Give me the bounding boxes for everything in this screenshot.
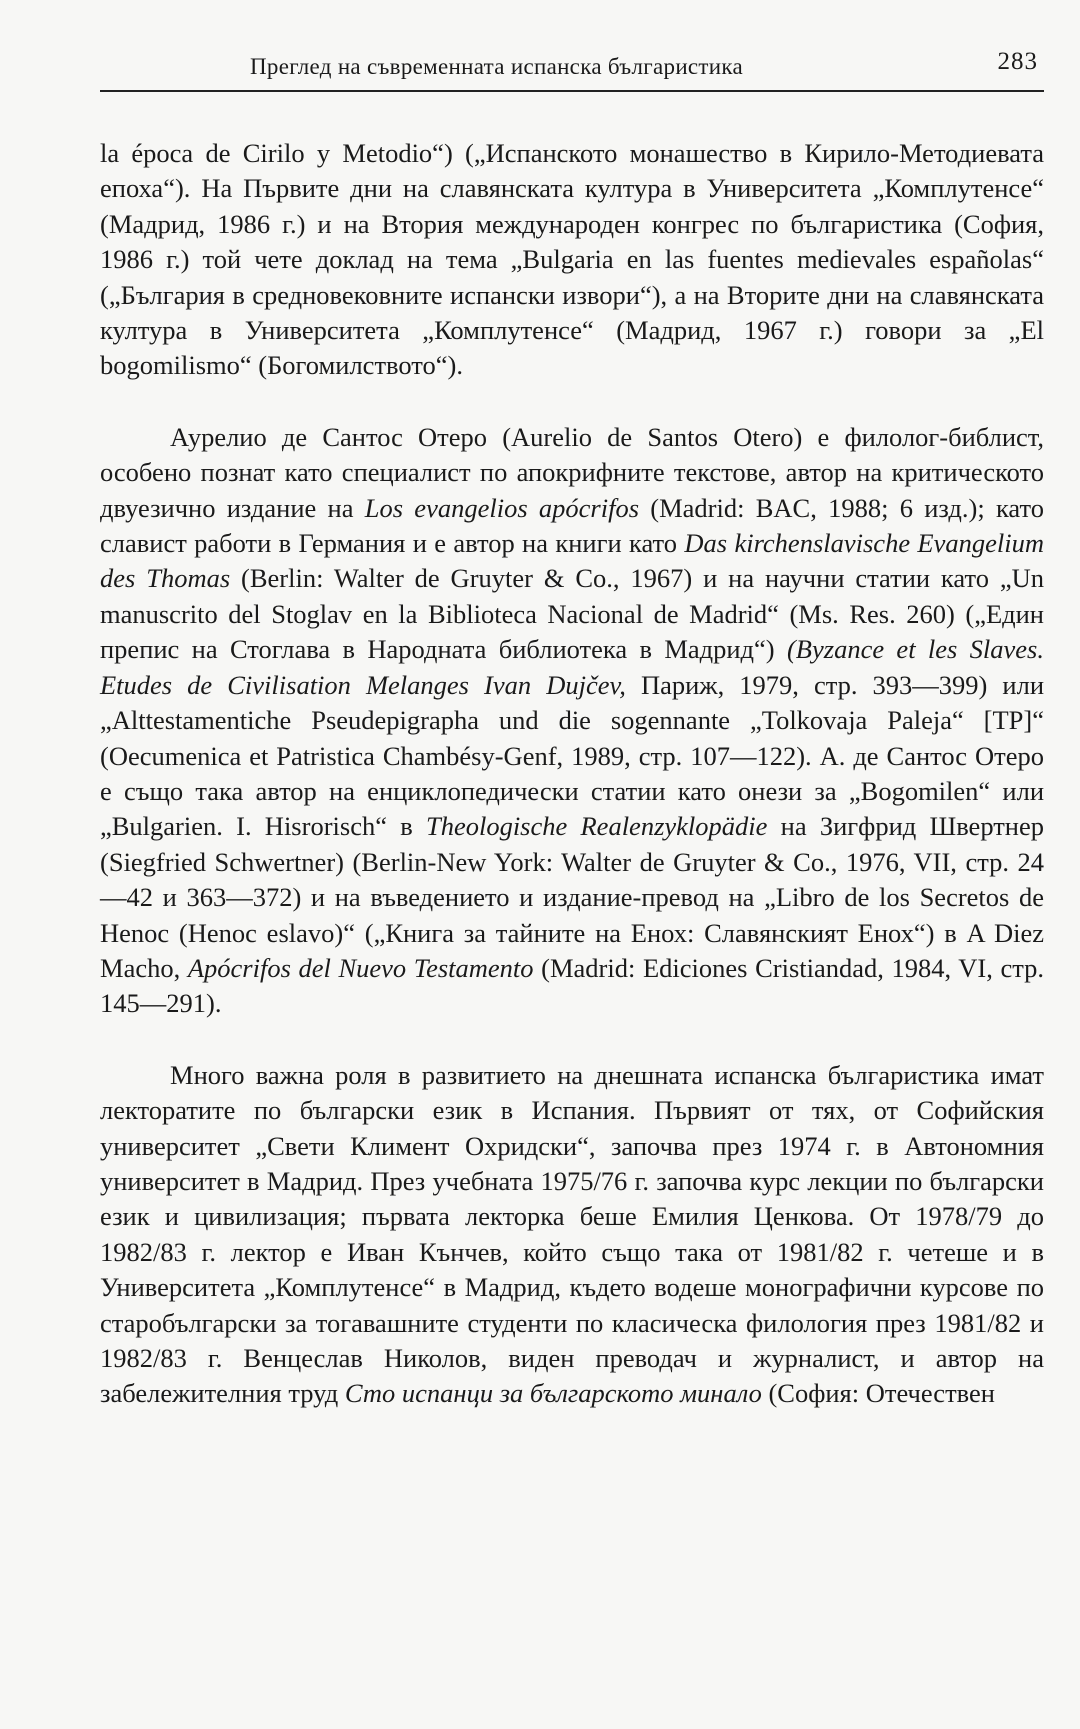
book-title: Apócrifos del Nuevo Testamento — [187, 952, 534, 983]
paragraph-text: (Madrid: Ediciones Cristiandad, 1984, VI, стр. 145—291). — [100, 952, 1044, 1019]
paragraph-text: на Зигфрид Швертнер (Siegfried Schwertner) (Berlin-New York: Walter de Gruyter & Co., 1976, VII, стр. 24—42 и 363—372) и на въведението и издание-превод на „Libro de los Secretos de Henoc (Henoc eslavo)“ („Книга за тайните на Енох: Славянският Енох“) в A Diez Macho, — [100, 811, 1044, 983]
paragraph-1 — [100, 136, 1044, 384]
paragraph-3 — [100, 1058, 1044, 1412]
body-text — [100, 136, 1044, 1412]
paragraph-2 — [100, 420, 1044, 1022]
running-title: Преглед на съвременната испанска българистика — [250, 54, 744, 79]
paragraph-text: (София: Отечествен — [761, 1378, 995, 1409]
paragraph-text: Много важна роля в развитието на днешната испанска българистика имат лекторатите по български език в Испания. Първият от тях, от Софийския университет „Свети Климент Охридски“, започва през 1974 г. в Автономния университет в Мадрид. През учебната 1975/76 г. започва курс лекции по български език и цивилизация; първата лекторка беше Емилия Ценкова. От 1978/79 до 1982/83 г. лектор е Иван Кънчев, който също така от 1981/82 г. четеше и в Университета „Комплутенсе“ в Мадрид, където водеше монографични курсове по старобългарски за тогавашните студенти по класическа филология през 1981/82 и 1982/83 г. Венцеслав Николов, виден преводач и журналист, и автор на забележителния труд — [100, 1059, 1044, 1409]
book-title: Los evangelios apócrifos — [364, 492, 640, 523]
book-title: Das kirchenslavische Evangelium des Thomas — [100, 528, 1045, 594]
page-header — [100, 44, 1044, 92]
paragraph-text: la época de Cirilo y Metodio“) („Испанското монашество в Кирило-Методиевата епоха“). На Първите дни на славянската култура в Университета „Комплутенсе“ (Мадрид, 1986 г.) и на Втория международен конгрес по българистика (София, 1986 г.) той чете доклад на тема „Bulgaria en las fuentes medievales españolas“ („България в средновековните испански извори“), а на Вторите дни на славянската култура в Университета „Комплутенсе“ (Мадрид, 1967 г.) говори за „El bogomilismo“ (Богомилството“). — [100, 138, 1044, 381]
book-title: Theologische Realenzyklopädie — [425, 811, 768, 842]
paragraph-text: (Berlin: Walter de Gruyter & Co., 1967) и на научни статии като „Un manuscrito del Stoglav en la Biblioteca Nacional de Madrid“ (Ms. Res. 260) („Един препис на Стоглава в Народната библиотека в Мадрид“) — [100, 563, 1044, 665]
book-title: Сто испанци за българското минало — [344, 1378, 762, 1409]
paragraph-text: Париж, 1979, стр. 393—399) или „Alttestamentiche Pseudepigrapha und die sogennante „Tolkovaja Paleja“ [TP]“ (Oecumenica et Patristica Chambésy-Genf, 1989, стр. 107—122). А. де Сантос Отеро е също така автор на енциклопедически статии като онези за „Bogomilen“ или „Bulgarien. I. Hisrorisch“ в — [100, 669, 1045, 842]
paragraph-text: Аурелио де Сантос Отеро (Aurelio de Santos Otero) е филолог-библист, особено познат като специалист по апокрифните текстове, автор на критическото двуезично издание на — [100, 421, 1044, 523]
paragraph-text: (Madrid: BAC, 1988; 6 изд.); като славист работи в Германия и е автор на книги като — [100, 492, 1044, 559]
book-title: (Byzance et les Slaves. Etudes de Civilisation Melanges Ivan Dujčev, — [100, 634, 1044, 700]
page-number: 283 — [997, 48, 1038, 75]
